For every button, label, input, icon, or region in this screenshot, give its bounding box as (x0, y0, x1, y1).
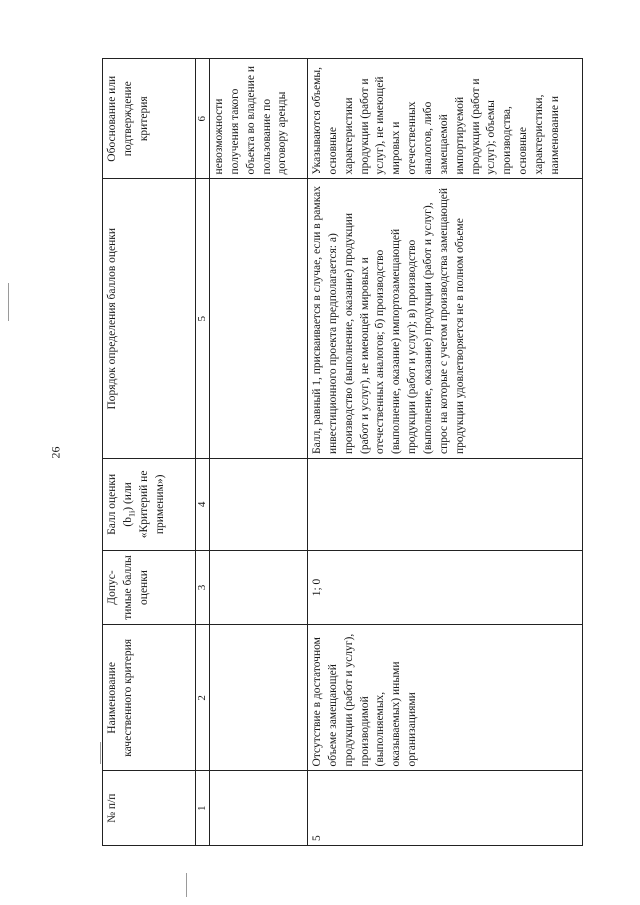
scan-mark (186, 873, 187, 897)
scan-mark (8, 283, 9, 321)
allowed-scores: 1; 0 (308, 550, 583, 625)
cell-empty (210, 771, 308, 846)
header-score (103, 459, 196, 551)
column-number-row (196, 59, 210, 846)
scoring-procedure: Балл, равный 1, присваивается в случае, если в рамках инвестиционного проекта предполагается: а) производство (выполнение, оказание) продукции (работ и услуг), не имеющей мировых и отечественных аналогов; б) производство (выполнение, оказание) импортозамещающей продукции (работ и услуг); в) производство (выполнение, оказание) продукции (работ и услуг), спрос на которые с учетом производства замещающей продукции удовлетворяется не в полном объеме (308, 179, 583, 459)
header-score-sub: 1i (127, 510, 137, 517)
header-procedure: Порядок определения баллов оценки (103, 179, 196, 459)
header-criterion-name: Наименование качественного критерия (103, 625, 196, 771)
score-value (308, 459, 583, 551)
criteria-table (102, 58, 583, 846)
table-row-5 (308, 59, 583, 846)
table-header-row (103, 59, 196, 846)
criterion-name: Отсутствие в достаточном объеме замещающей продукции (работ и услуг), производимой (выполняемых, оказываемых) иными организациями (308, 625, 583, 771)
rotated-page-content (102, 58, 602, 846)
column-number: 6 (196, 59, 210, 179)
cell-empty (210, 459, 308, 551)
column-number: 5 (196, 179, 210, 459)
continuation-row (210, 59, 308, 846)
header-score-post: ) (или «Критерий не применим») (121, 470, 167, 539)
column-number: 2 (196, 625, 210, 771)
scan-mark (100, 742, 101, 764)
column-number: 4 (196, 459, 210, 551)
column-number: 3 (196, 550, 210, 625)
cell-empty (210, 550, 308, 625)
header-num: № п/п (103, 771, 196, 846)
header-justification: Обоснование или подтверждение критерия (103, 59, 196, 179)
header-score-pre: Балл оценки (b (106, 473, 134, 535)
row-number: 5 (308, 771, 583, 846)
cell-empty (210, 179, 308, 459)
page-number: 26 (48, 446, 63, 459)
criterion-justification: Указываются объемы, основные характеристики продукции (работ и услуг), не имеющей мировых и отечественных аналогов, либо замещаемой импортируемой продукции (работ и услуг); объемы производства, основные характеристики, наименование и (308, 59, 583, 179)
header-allowed-scores: Допус-тимые баллы оценки (103, 550, 196, 625)
column-number: 1 (196, 771, 210, 846)
continuation-justification: невозможности получения такого объекта во владение и пользование по договору аренды (210, 59, 308, 179)
cell-empty (210, 625, 308, 771)
